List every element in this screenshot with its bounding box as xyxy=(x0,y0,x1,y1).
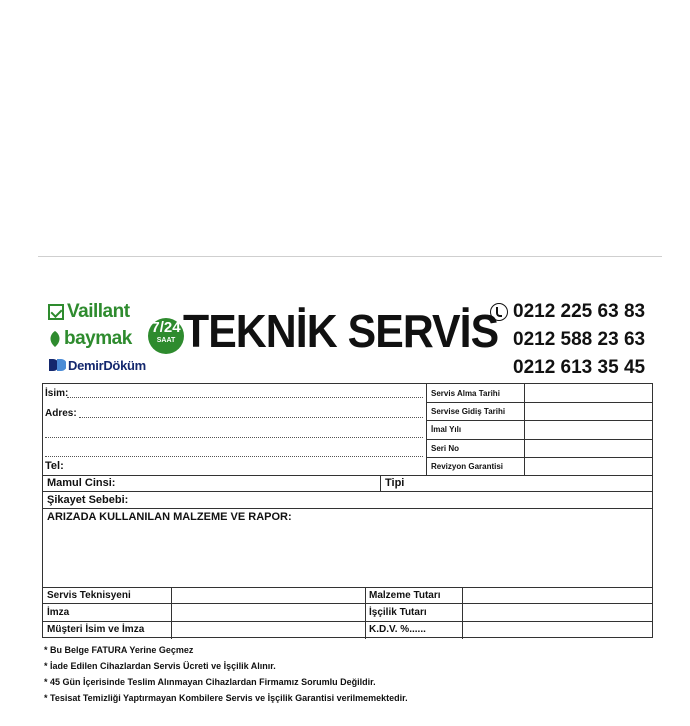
materials-report-label: ARIZADA KULLANILAN MALZEME VE RAPOR: xyxy=(47,511,292,523)
manufacture-year-label: İmal Yılı xyxy=(431,425,462,434)
revision-warranty-label: Revizyon Garantisi xyxy=(431,462,504,471)
material-amount-label: Malzeme Tutarı xyxy=(369,590,441,601)
vaillant-badge-icon xyxy=(48,304,64,320)
service-visit-date-label: Servise Gidiş Tarihi xyxy=(431,407,506,416)
baymak-logo: baymak xyxy=(48,326,158,352)
phone-label: Tel: xyxy=(45,460,64,472)
leaf-icon xyxy=(48,330,62,348)
model-label: Tipi xyxy=(385,477,405,489)
serial-no-label: Seri No xyxy=(431,444,460,453)
customer-name-signature-label: Müşteri İsim ve İmza xyxy=(47,624,145,635)
note-item: * İade Edilen Cihazlardan Servis Ücreti ve İşçilik Alınır. xyxy=(44,661,276,671)
technician-label: Servis Teknisyeni xyxy=(47,590,131,601)
vat-label: K.D.V. %...... xyxy=(369,624,426,635)
phone-icon xyxy=(490,303,508,321)
footer-notes xyxy=(44,642,664,706)
product-type-label: Mamul Cinsi: xyxy=(47,477,116,489)
7-24-badge: 7/24 SAAT xyxy=(148,318,184,354)
phone-line-3: 0212 613 35 45 xyxy=(513,357,646,378)
labor-amount-label: İşçilik Tutarı xyxy=(369,607,427,618)
phone-line-2: 0212 588 23 63 xyxy=(513,329,646,350)
note-item: * Bu Belge FATURA Yerine Geçmez xyxy=(44,645,194,655)
complaint-label: Şikayet Sebebi: xyxy=(47,494,129,506)
demirdokum-logo: DemirDöküm xyxy=(48,355,158,375)
phone-line-1: 0212 225 63 83 xyxy=(490,298,660,326)
vaillant-logo: Vaillant xyxy=(48,300,158,324)
top-divider xyxy=(38,256,662,257)
phone-numbers xyxy=(490,298,660,382)
page-title: TEKNİK SERVİS xyxy=(183,305,499,357)
dd-mark-icon xyxy=(48,358,66,372)
brand-logos xyxy=(48,300,158,375)
service-receive-date-label: Servis Alma Tarihi xyxy=(431,389,500,398)
name-label: İsim: xyxy=(45,388,69,399)
note-item: * Tesisat Temizliği Yaptırmayan Kombilere Servis ve İşçilik Garantisi verilmemektedir. xyxy=(44,693,408,703)
address-label: Adres: xyxy=(45,408,77,419)
signature-label: İmza xyxy=(47,607,70,618)
service-form xyxy=(42,383,653,638)
note-item: * 45 Gün İçerisinde Teslim Alınmayan Cihazlardan Firmamız Sorumlu Değildir. xyxy=(44,677,376,687)
